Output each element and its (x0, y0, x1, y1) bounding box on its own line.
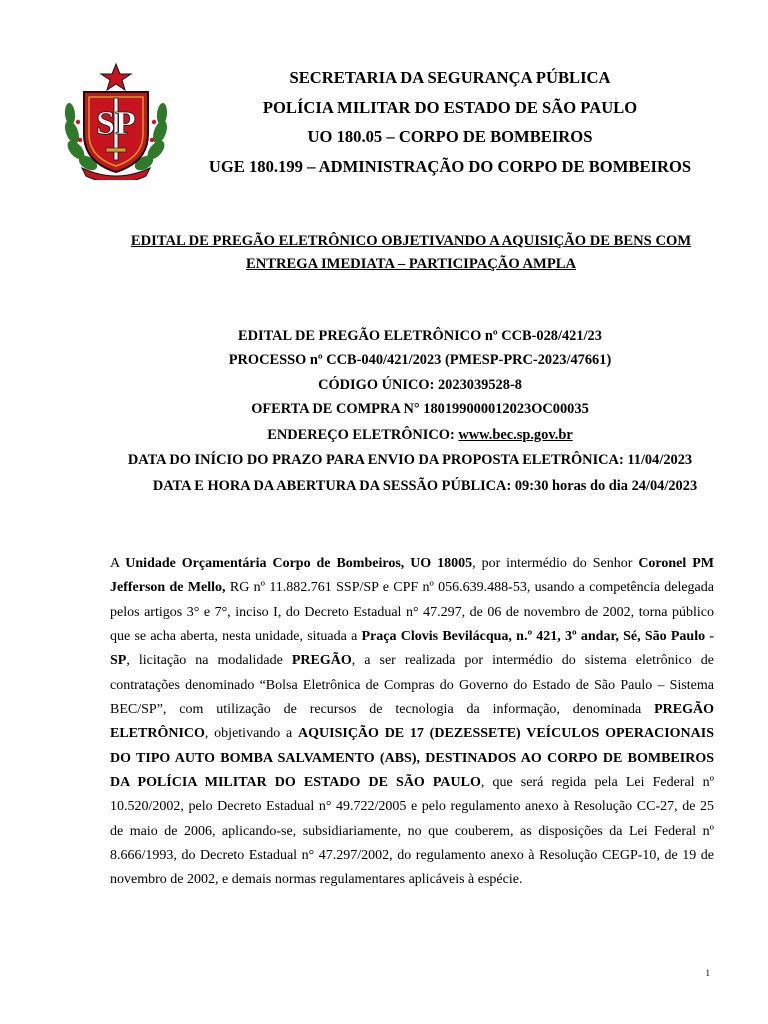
body-bold-unidade: Unidade Orçamentária Corpo de Bombeiros, UO 18005 (125, 556, 473, 571)
body-bold-endereco: Praça Clovis Bevilácqua, n.º 421, 3º andar, Sé, São Paulo - SP (110, 629, 714, 669)
info-processo: PROCESSO nº CCB-040/421/2023 (PMESP-PRC-2023/47661) (228, 352, 612, 368)
body-text-11: , objetivando a (204, 726, 299, 742)
info-data-abertura: DATA E HORA DA ABERTURA DA SESSÃO PÚBLICA: 09:30 horas do dia 24/04/2023 (152, 478, 698, 494)
sao-paulo-coat-of-arms-icon (62, 62, 170, 180)
edital-title-line1 (96, 233, 726, 250)
edital-title-text1: EDITAL DE PREGÃO ELETRÔNICO OBJETIVANDO A AQUISIÇÃO DE BENS COM (130, 233, 692, 249)
body-paragraph (110, 552, 714, 893)
header-uo: UO 180.05 – CORPO DE BOMBEIROS (307, 127, 593, 146)
header-policia-militar: POLÍCIA MILITAR DO ESTADO DE SÃO PAULO (262, 98, 638, 117)
body-bold-objeto: AQUISIÇÃO DE 17 (DEZESSETE) VEÍCULOS OPERACIONAIS DO TIPO AUTO BOMBA SALVAMENTO (ABS), DESTINADOS AO CORPO DE BOMBEIROS DA POLÍCIA MILITAR DO ESTADO DE SÃO PAULO (110, 726, 715, 791)
info-edital: EDITAL DE PREGÃO ELETRÔNICO nº CCB-028/421/23 (238, 328, 602, 344)
info-data-inicio: DATA DO INÍCIO DO PRAZO PARA ENVIO DA PROPOSTA ELETRÔNICA: 11/04/2023 (127, 452, 693, 468)
bec-website-link[interactable]: www.bec.sp.gov.br (458, 427, 573, 443)
page-number: 1 (705, 968, 710, 978)
body-bold-coronel: Coronel PM Jefferson de Mello, (110, 556, 714, 596)
info-codigo-unico: CÓDIGO ÚNICO: 2023039528-8 (318, 377, 522, 393)
body-text-5: RG nº 11.882.761 SSP/SP e CPF nº 056.639.488-53, usando a competência delegada pelos artigos 3° e 7°, inciso I, do Decreto Estadual n° 47.297, de 06 de novembro de 2002, torna público que se acha aberta, nesta unidade, situada a (110, 580, 714, 645)
crest-monogram: SP (96, 105, 136, 142)
info-endereco-label: ENDEREÇO ELETRÔNICO: (267, 427, 459, 443)
body-text-9: , a ser realizada por intermédio do sistema eletrônico de contratações denominado “Bolsa Eletrônica de Compras do Governo do Estado de São Paulo – Sistema BEC/SP”, com utilização de recursos de tecnologia da informação, denominada (110, 653, 714, 718)
header-uge: UGE 180.199 – ADMINISTRAÇÃO DO CORPO DE BOMBEIROS (208, 157, 692, 176)
body-text-7: , licitação na modalidade (126, 653, 292, 669)
body-bold-pregao: PREGÃO (291, 653, 352, 669)
info-endereco (70, 427, 768, 444)
header-secretaria: SECRETARIA DA SEGURANÇA PÚBLICA (289, 68, 611, 87)
body-bold-pregao-eletronico: PREGÃO ELETRÔNICO (110, 702, 714, 742)
edital-title-line2 (96, 256, 726, 273)
body-text-13: , que será regida pela Lei Federal nº 10.520/2002, pelo Decreto Estadual n° 49.722/2005 e pelo regulamento anexo à Resolução CC-27, de 25 de maio de 2006, aplicando-se, subsidiariamente, no que couberem, as disposições da Lei Federal nº 8.666/1993, do Decreto Estadual n° 47.297/2002, do regulamento anexo à Resolução CEGP-10, de 19 de novembro de 2002, e demais normas regulamentares aplicáveis à espécie. (110, 775, 714, 888)
edital-title-text2: ENTREGA IMEDIATA – PARTICIPAÇÃO AMPLA (245, 256, 577, 272)
info-oferta-compra: OFERTA DE COMPRA N° 180199000012023OC00035 (251, 401, 589, 417)
body-text-1: A (110, 556, 126, 571)
body-text-3: , por intermédio do Senhor (472, 556, 639, 571)
